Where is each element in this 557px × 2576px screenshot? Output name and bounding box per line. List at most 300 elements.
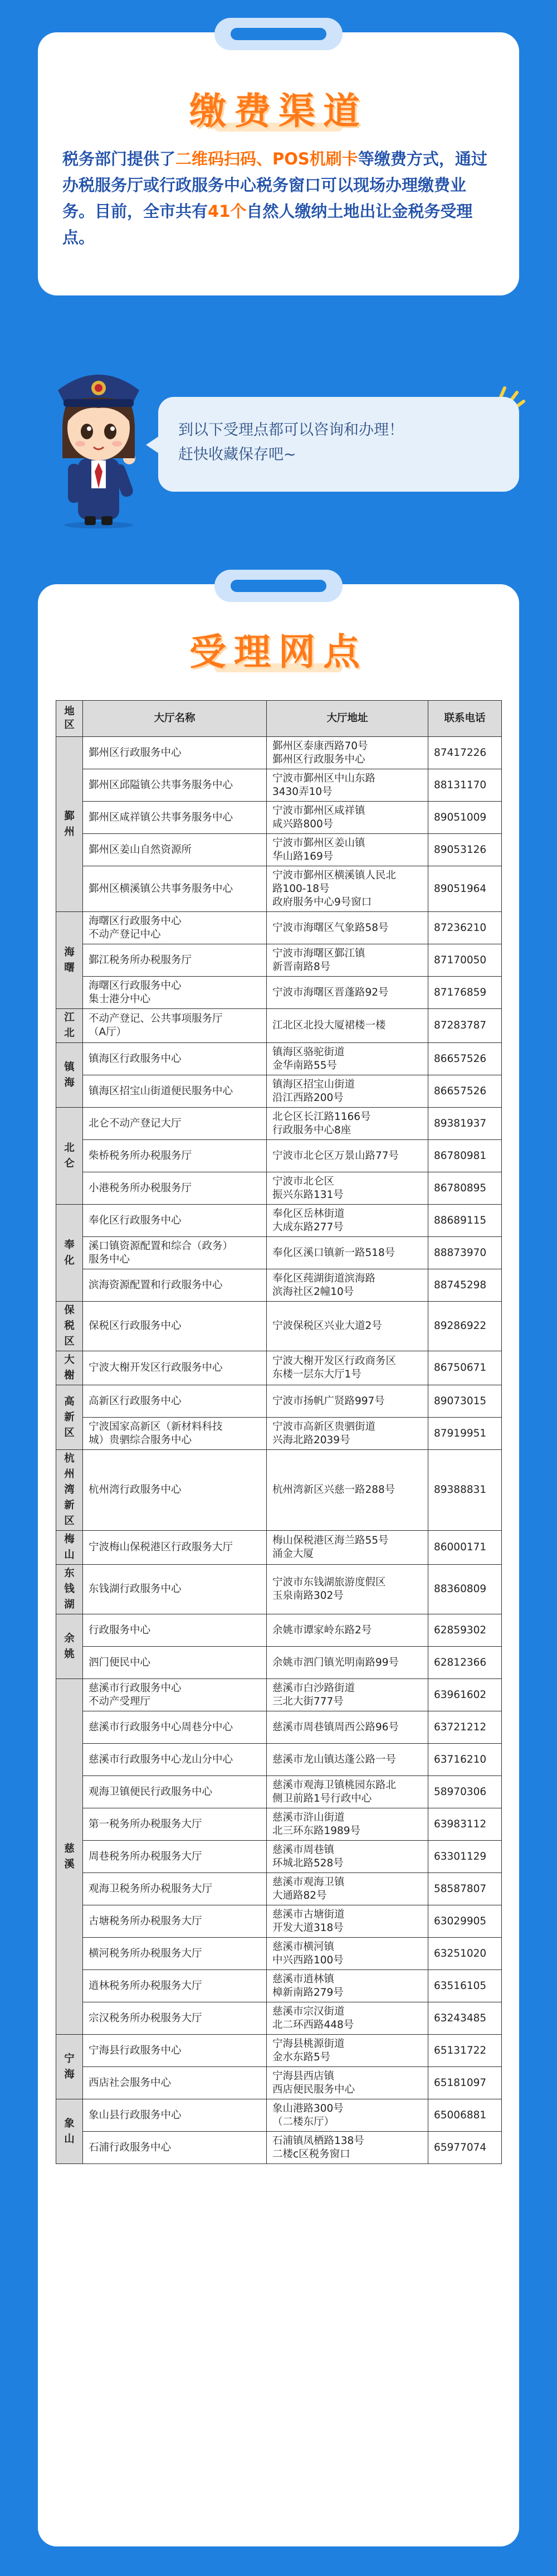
card-tab-bar <box>231 580 326 592</box>
hall-address-cell <box>267 912 428 944</box>
hall-address-line: 政府服务中心9号窗口 <box>272 896 372 908</box>
hall-address-cell <box>267 1679 428 1711</box>
hall-address-cell <box>267 2002 428 2035</box>
table-row <box>56 977 502 1009</box>
acceptance-points-table <box>56 700 502 2164</box>
hall-address-line: 北三环东路1989号 <box>272 1825 361 1837</box>
phone-number: 63251020 <box>428 1938 502 1970</box>
hall-address-line: 梅山保税港区海兰路55号 <box>272 1535 389 1546</box>
hall-name-line: 第一税务所办税服务大厅 <box>89 1818 202 1830</box>
hall-name-cell <box>83 1808 267 1841</box>
district-cell <box>56 1565 83 1614</box>
hall-address-line: （二楼东厅） <box>272 2116 335 2128</box>
table-row <box>56 1711 502 1744</box>
hall-name-cell <box>83 2067 267 2099</box>
hall-address-line: 宁波市鄞州区横溪镇人民北 <box>272 869 397 881</box>
hall-address-line: 振兴东路131号 <box>272 1188 344 1201</box>
hall-name-line: 东钱湖行政服务中心 <box>89 1583 182 1595</box>
hall-name-cell <box>83 1565 267 1614</box>
phone-number: 89381937 <box>428 1108 502 1140</box>
district-cell <box>56 1302 83 1351</box>
hall-address-cell <box>267 1565 428 1614</box>
hall-name-line: 高新区行政服务中心 <box>89 1395 182 1407</box>
table-row <box>56 1614 502 1647</box>
hall-address-cell <box>267 1905 428 1938</box>
hall-name-line: 宁波梅山保税港区行政服务大厅 <box>89 1541 233 1553</box>
district-cell <box>56 912 83 1009</box>
district-cell <box>56 737 83 912</box>
phone-number: 86780981 <box>428 1140 502 1172</box>
hall-address-line: 余姚市泗门镇光明南路99号 <box>272 1656 399 1668</box>
hall-address-line: 宁波市鄞州区中山东路 <box>272 772 376 784</box>
district-label: 鄞州 <box>64 810 75 838</box>
hall-name-line: 滨海资源配置和行政服务中心 <box>89 1279 223 1291</box>
district-cell <box>56 1351 83 1385</box>
hall-address-line: 咸兴路800号 <box>272 818 334 830</box>
hall-name-line: 鄞州区姜山自然资源所 <box>89 843 192 856</box>
district-cell <box>56 1531 83 1565</box>
intro-highlight: 41个 <box>208 202 247 221</box>
table-row <box>56 1351 502 1385</box>
phone-number: 88873970 <box>428 1237 502 1269</box>
hall-name-line: 古塘税务所办税服务大厅 <box>89 1915 202 1927</box>
hall-name-line: 慈溪市行政服务中心 <box>89 1682 182 1694</box>
hall-address-cell <box>267 1385 428 1418</box>
phone-number: 86657526 <box>428 1075 502 1108</box>
phone-number: 87919951 <box>428 1418 502 1450</box>
phone-number: 65977074 <box>428 2132 502 2164</box>
hall-address-line: 余姚市谭家岭东路2号 <box>272 1624 372 1636</box>
phone-number: 65006881 <box>428 2099 502 2132</box>
hall-name-cell <box>83 1938 267 1970</box>
hall-name-line: 观海卫镇便民行政服务中心 <box>89 1786 213 1798</box>
district-cell <box>56 1385 83 1450</box>
district-label: 余姚 <box>64 1632 75 1660</box>
hall-name-cell <box>83 866 267 912</box>
channels-title: 缴费渠道 <box>189 89 368 133</box>
intro-highlight: 二维码扫码、POS机刷卡 <box>175 149 358 168</box>
table-row <box>56 944 502 977</box>
hall-name-cell <box>83 1108 267 1140</box>
district-cell <box>56 1009 83 1043</box>
table-wrapper <box>56 700 537 2164</box>
hall-address-line: 侧卫前路1号行政中心 <box>272 1792 372 1804</box>
hall-name-line: 不动产受理厅 <box>89 1695 151 1707</box>
hall-name-line: 奉化区行政服务中心 <box>89 1214 182 1226</box>
header-tel: 联系电话 <box>428 701 502 737</box>
hall-name-cell <box>83 1841 267 1873</box>
hall-name-cell <box>83 2035 267 2067</box>
hall-address-cell <box>267 1614 428 1647</box>
hall-name-cell <box>83 1302 267 1351</box>
header-addr: 大厅地址 <box>267 701 428 737</box>
phone-number: 63961602 <box>428 1679 502 1711</box>
hall-address-line: 镇海区骆驼街道 <box>272 1046 345 1058</box>
hall-name-cell <box>83 1905 267 1938</box>
phone-number: 86750671 <box>428 1351 502 1385</box>
hall-address-line: 鄞州区行政服务中心 <box>272 753 365 765</box>
phone-number: 87283787 <box>428 1009 502 1043</box>
hall-name-line: 周巷税务所办税服务大厅 <box>89 1850 202 1862</box>
hall-address-cell <box>267 1237 428 1269</box>
hall-name-line: 慈溪市行政服务中心龙山分中心 <box>89 1753 233 1765</box>
phone-number: 89073015 <box>428 1385 502 1418</box>
hall-address-cell <box>267 1808 428 1841</box>
hall-name-line: 石浦行政服务中心 <box>89 2141 172 2153</box>
hall-address-line: 中兴西路100号 <box>272 1954 344 1966</box>
hall-name-cell <box>83 737 267 769</box>
hall-name-line: 宁波国家高新区（新材料科技 <box>89 1420 223 1433</box>
hall-address-line: 宁波大榭开发区行政商务区 <box>272 1355 397 1367</box>
points-card <box>38 584 519 2546</box>
intro-text-segment: 自然人缴纳土地出让金税务受理点。 <box>62 202 473 247</box>
bubble-line-2: 赶快收藏保存吧~ <box>178 446 296 463</box>
hall-address-cell <box>267 1418 428 1450</box>
district-label: 梅山 <box>64 1534 75 1561</box>
speech-bubble <box>158 397 519 492</box>
table-row <box>56 1385 502 1418</box>
hall-address-cell <box>267 1205 428 1237</box>
district-label: 大榭 <box>64 1354 75 1381</box>
hall-address-line: 慈溪市浒山街道 <box>272 1811 345 1823</box>
hall-name-cell <box>83 944 267 977</box>
hall-address-line: 宁波市鄞州区咸祥镇 <box>272 804 365 817</box>
district-label: 奉化 <box>64 1239 75 1267</box>
hall-address-line: 奉化区溪口镇新一路518号 <box>272 1246 395 1259</box>
hall-name-cell <box>83 1647 267 1679</box>
hall-name-cell <box>83 977 267 1009</box>
phone-number: 63721212 <box>428 1711 502 1744</box>
table-row <box>56 1531 502 1565</box>
district-cell <box>56 2035 83 2099</box>
hall-address-line: 开发大道318号 <box>272 1922 344 1934</box>
channels-intro <box>62 146 498 251</box>
phone-number: 63243485 <box>428 2002 502 2035</box>
hall-name-line: 鄞州区咸祥镇公共事务服务中心 <box>89 811 233 823</box>
hall-name-line: 横河税务所办税服务大厅 <box>89 1947 202 1959</box>
hall-address-cell <box>267 834 428 866</box>
table-row <box>56 2002 502 2035</box>
phone-number: 86000171 <box>428 1531 502 1565</box>
hall-address-cell <box>267 1938 428 1970</box>
table-row <box>56 1172 502 1205</box>
table-row <box>56 1043 502 1075</box>
hall-address-line: 石浦镇凤栖路138号 <box>272 2134 364 2147</box>
hall-address-cell <box>267 2099 428 2132</box>
table-row <box>56 1776 502 1808</box>
district-label: 慈溪 <box>64 1842 75 1870</box>
table-row <box>56 1873 502 1905</box>
district-label: 海曙 <box>64 946 75 974</box>
hall-address-line: 慈溪市白沙路街道 <box>272 1682 355 1694</box>
table-header-row <box>56 701 502 737</box>
table-row <box>56 1679 502 1711</box>
hall-address-line: 宁波市扬帆广贤路997号 <box>272 1395 385 1407</box>
district-label: 保税区 <box>64 1304 75 1347</box>
hall-name-cell <box>83 802 267 834</box>
phone-number: 87417226 <box>428 737 502 769</box>
hall-address-cell <box>267 1450 428 1531</box>
hall-name-line: 宗汉税务所办税服务大厅 <box>89 2012 202 2024</box>
hall-name-line: 象山县行政服务中心 <box>89 2109 182 2121</box>
hall-address-line: 奉化区莼湖街道滨海路 <box>272 1272 376 1284</box>
hall-address-line: 慈溪市观海卫镇桃园东路北 <box>272 1779 397 1791</box>
hall-address-cell <box>267 866 428 912</box>
hall-name-cell <box>83 2002 267 2035</box>
hall-address-line: 金水东路5号 <box>272 2051 331 2063</box>
hall-address-line: 二楼c区税务窗口 <box>272 2148 350 2160</box>
table-row <box>56 2035 502 2067</box>
hall-name-line: 杭州湾行政服务中心 <box>89 1484 182 1496</box>
hall-name-line: 慈溪市行政服务中心周巷分中心 <box>89 1721 233 1733</box>
hall-address-line: 大通路82号 <box>272 1889 327 1901</box>
hall-address-line: 宁波市鄞州区姜山镇 <box>272 837 365 849</box>
hall-address-line: 镇海区招宝山街道 <box>272 1078 355 1090</box>
hall-name-cell <box>83 1531 267 1565</box>
hall-address-line: 环城北路528号 <box>272 1857 344 1869</box>
hall-name-line: 服务中心 <box>89 1253 130 1265</box>
hall-name-cell <box>83 2132 267 2164</box>
hall-address-line: 涌金大厦 <box>272 1548 314 1560</box>
hall-address-cell <box>267 944 428 977</box>
hall-address-line: 3430弄10号 <box>272 785 333 798</box>
table-row <box>56 1938 502 1970</box>
table-row <box>56 1269 502 1302</box>
table-row <box>56 1140 502 1172</box>
channels-card <box>38 32 519 295</box>
hall-address-line: 东楼一层东大厅1号 <box>272 1369 361 1380</box>
table-row <box>56 2132 502 2164</box>
hall-name-line: 保税区行政服务中心 <box>89 1320 182 1332</box>
hall-address-line: 华山路169号 <box>272 850 334 862</box>
phone-number: 89286922 <box>428 1302 502 1351</box>
hall-address-line: 兴海北路2039号 <box>272 1434 350 1446</box>
hall-name-cell <box>83 1009 267 1043</box>
hall-address-line: 北二环西路448号 <box>272 2019 354 2031</box>
hall-address-cell <box>267 1776 428 1808</box>
phone-number: 58587807 <box>428 1873 502 1905</box>
hall-address-line: 玉泉南路302号 <box>272 1590 344 1602</box>
hall-address-line: 慈溪市周巷镇周西公路96号 <box>272 1721 399 1733</box>
hall-address-cell <box>267 1841 428 1873</box>
hall-name-line: 海曙区行政服务中心 <box>89 915 182 927</box>
hall-address-line: 宁波市海曙区气象路58号 <box>272 921 389 934</box>
hall-name-line: 宁波大榭开发区行政服务中心 <box>89 1362 223 1374</box>
hall-address-cell <box>267 802 428 834</box>
table-row <box>56 2099 502 2132</box>
hall-name-line: 不动产登记、公共事项服务厅 <box>89 1013 223 1025</box>
hall-name-cell <box>83 1172 267 1205</box>
hall-name-cell <box>83 1776 267 1808</box>
hall-name-cell <box>83 769 267 802</box>
hall-address-line: 樟新南路279号 <box>272 1986 344 1998</box>
hall-address-cell <box>267 1009 428 1043</box>
table-row <box>56 1075 502 1108</box>
header-district <box>56 701 83 737</box>
hall-address-line: 宁波市东钱湖旅游度假区 <box>272 1576 386 1588</box>
hall-address-line: 慈溪市观海卫镇 <box>272 1876 345 1888</box>
table-row <box>56 866 502 912</box>
hall-address-cell <box>267 1647 428 1679</box>
table-row <box>56 1302 502 1351</box>
hall-name-line: 小港税务所办税服务厅 <box>89 1182 192 1194</box>
hall-name-cell <box>83 1385 267 1418</box>
header-district-label: 地区 <box>64 706 75 731</box>
hall-address-line: 杭州湾新区兴慈一路288号 <box>272 1484 395 1496</box>
district-label: 北仑 <box>64 1142 75 1170</box>
phone-number: 63516105 <box>428 1970 502 2002</box>
table-row <box>56 1841 502 1873</box>
phone-number: 65131722 <box>428 2035 502 2067</box>
hall-name-cell <box>83 1744 267 1776</box>
phone-number: 62859302 <box>428 1614 502 1647</box>
hall-address-line: 慈溪市宗汉街道 <box>272 2005 345 2017</box>
phone-number: 87236210 <box>428 912 502 944</box>
hall-name-cell <box>83 1140 267 1172</box>
hall-address-line: 象山港路300号 <box>272 2102 344 2114</box>
phone-number: 89051964 <box>428 866 502 912</box>
hall-name-cell <box>83 1205 267 1237</box>
hall-name-cell <box>83 1418 267 1450</box>
table-row <box>56 802 502 834</box>
hall-name-cell <box>83 1711 267 1744</box>
phone-number: 89388831 <box>428 1450 502 1531</box>
district-label: 东钱湖 <box>64 1568 75 1610</box>
hall-name-cell <box>83 1075 267 1108</box>
hall-name-line: 观海卫税务所办税服务大厅 <box>89 1883 213 1895</box>
district-cell <box>56 1679 83 2035</box>
hall-name-cell <box>83 1043 267 1075</box>
table-row <box>56 1808 502 1841</box>
phone-number: 65181097 <box>428 2067 502 2099</box>
hall-name-cell <box>83 1237 267 1269</box>
hall-name-line: 泗门便民中心 <box>89 1656 151 1668</box>
hall-address-cell <box>267 977 428 1009</box>
hall-address-cell <box>267 1302 428 1351</box>
card-tab-decoration <box>214 18 343 50</box>
hall-name-cell <box>83 1679 267 1711</box>
hall-address-line: 宁波保税区兴业大道2号 <box>272 1320 382 1332</box>
phone-number: 88131170 <box>428 769 502 802</box>
hall-address-cell <box>267 1970 428 2002</box>
phone-number: 86657526 <box>428 1043 502 1075</box>
hall-name-cell <box>83 1450 267 1531</box>
hall-address-line: 金华南路55号 <box>272 1059 338 1071</box>
tax-officer-mascot-icon <box>46 362 152 530</box>
hall-address-cell <box>267 737 428 769</box>
hall-address-line: 慈溪市逍林镇 <box>272 1973 335 1985</box>
hall-address-line: 宁波市海曙区鄞江镇 <box>272 947 365 959</box>
table-row <box>56 1205 502 1237</box>
phone-number: 86780895 <box>428 1172 502 1205</box>
hall-name-line: 城）贵驷综合服务中心 <box>89 1434 192 1446</box>
hall-name-cell <box>83 1970 267 2002</box>
hall-address-line: 行政服务中心8座 <box>272 1124 351 1136</box>
phone-number: 63301129 <box>428 1841 502 1873</box>
hall-name-cell <box>83 1269 267 1302</box>
phone-number: 88745298 <box>428 1269 502 1302</box>
district-label: 高新区 <box>64 1395 75 1439</box>
hall-name-line: 鄞州区行政服务中心 <box>89 746 182 759</box>
table-row <box>56 1237 502 1269</box>
hall-name-line: 不动产登记中心 <box>89 928 161 940</box>
hall-address-line: 三北大街777号 <box>272 1695 344 1707</box>
hall-address-cell <box>267 2132 428 2164</box>
hall-name-cell <box>83 1873 267 1905</box>
hall-address-line: 宁海县桃源街道 <box>272 2037 345 2050</box>
phone-number: 87170050 <box>428 944 502 977</box>
hall-address-line: 西店便民服务中心 <box>272 2083 355 2095</box>
hall-address-line: 慈溪市周巷镇 <box>272 1844 335 1856</box>
table-row <box>56 737 502 769</box>
intro-text-segment: 等缴费方式，通过办税服务厅或行政服务中心税务窗口可以现场办理缴费业务。目前，全市共有 <box>62 149 487 221</box>
district-label: 杭州湾新区 <box>64 1453 75 1527</box>
phone-number: 89051009 <box>428 802 502 834</box>
bubble-line-1: 到以下受理点都可以咨询和办理！ <box>178 421 404 439</box>
hall-name-line: 柴桥税务所办税服务厅 <box>89 1149 192 1162</box>
hall-address-line: 宁波市北仑区万景山路77号 <box>272 1149 399 1162</box>
hall-name-line: 鄞州区邱隘镇公共事务服务中心 <box>89 779 233 791</box>
district-cell <box>56 2099 83 2164</box>
phone-number: 88360809 <box>428 1565 502 1614</box>
hall-address-line: 慈溪市龙山镇达蓬公路一号 <box>272 1753 397 1765</box>
district-label: 宁海 <box>64 2053 75 2080</box>
table-row <box>56 834 502 866</box>
hall-address-line: 奉化区岳林街道 <box>272 1207 345 1220</box>
hall-address-cell <box>267 1351 428 1385</box>
district-cell <box>56 1205 83 1302</box>
table-row <box>56 1905 502 1938</box>
hall-name-cell <box>83 1351 267 1385</box>
hall-name-cell <box>83 2099 267 2132</box>
hall-name-line: （A厅） <box>89 1026 127 1038</box>
hall-address-cell <box>267 1043 428 1075</box>
table-row <box>56 1108 502 1140</box>
table-row <box>56 1418 502 1450</box>
hall-name-line: 溪口镇资源配置和综合（政务） <box>89 1240 233 1252</box>
hall-address-cell <box>267 1108 428 1140</box>
hall-address-line: 江北区北投大厦裙楼一楼 <box>272 1020 386 1031</box>
district-cell <box>56 1450 83 1531</box>
hall-address-cell <box>267 1140 428 1172</box>
table-row <box>56 769 502 802</box>
hall-name-cell <box>83 1614 267 1647</box>
district-cell <box>56 1108 83 1205</box>
hall-address-cell <box>267 1075 428 1108</box>
hall-name-line: 逍林税务所办税服务大厅 <box>89 1980 202 1992</box>
phone-number: 89053126 <box>428 834 502 866</box>
hall-name-line: 北仑不动产登记大厅 <box>89 1117 182 1129</box>
hall-address-line: 宁波市北仑区 <box>272 1175 335 1187</box>
points-title: 受理网点 <box>189 630 368 673</box>
phone-number: 58970306 <box>428 1776 502 1808</box>
hall-address-cell <box>267 769 428 802</box>
hall-address-cell <box>267 1873 428 1905</box>
hall-address-line: 慈溪市横河镇 <box>272 1941 335 1953</box>
hall-address-line: 滨海社区2幢10号 <box>272 1285 354 1298</box>
hall-address-line: 宁波市高新区贵驷街道 <box>272 1420 376 1433</box>
district-cell <box>56 1043 83 1108</box>
table-row <box>56 1647 502 1679</box>
hall-address-line: 慈溪市古塘街道 <box>272 1908 345 1920</box>
phone-number: 87176859 <box>428 977 502 1009</box>
hall-address-line: 宁海县西店镇 <box>272 2070 335 2082</box>
phone-number: 63029905 <box>428 1905 502 1938</box>
hall-address-cell <box>267 1172 428 1205</box>
table-row <box>56 1565 502 1614</box>
hall-address-line: 大成东路277号 <box>272 1221 344 1233</box>
hall-address-line: 北仑区长江路1166号 <box>272 1110 371 1123</box>
